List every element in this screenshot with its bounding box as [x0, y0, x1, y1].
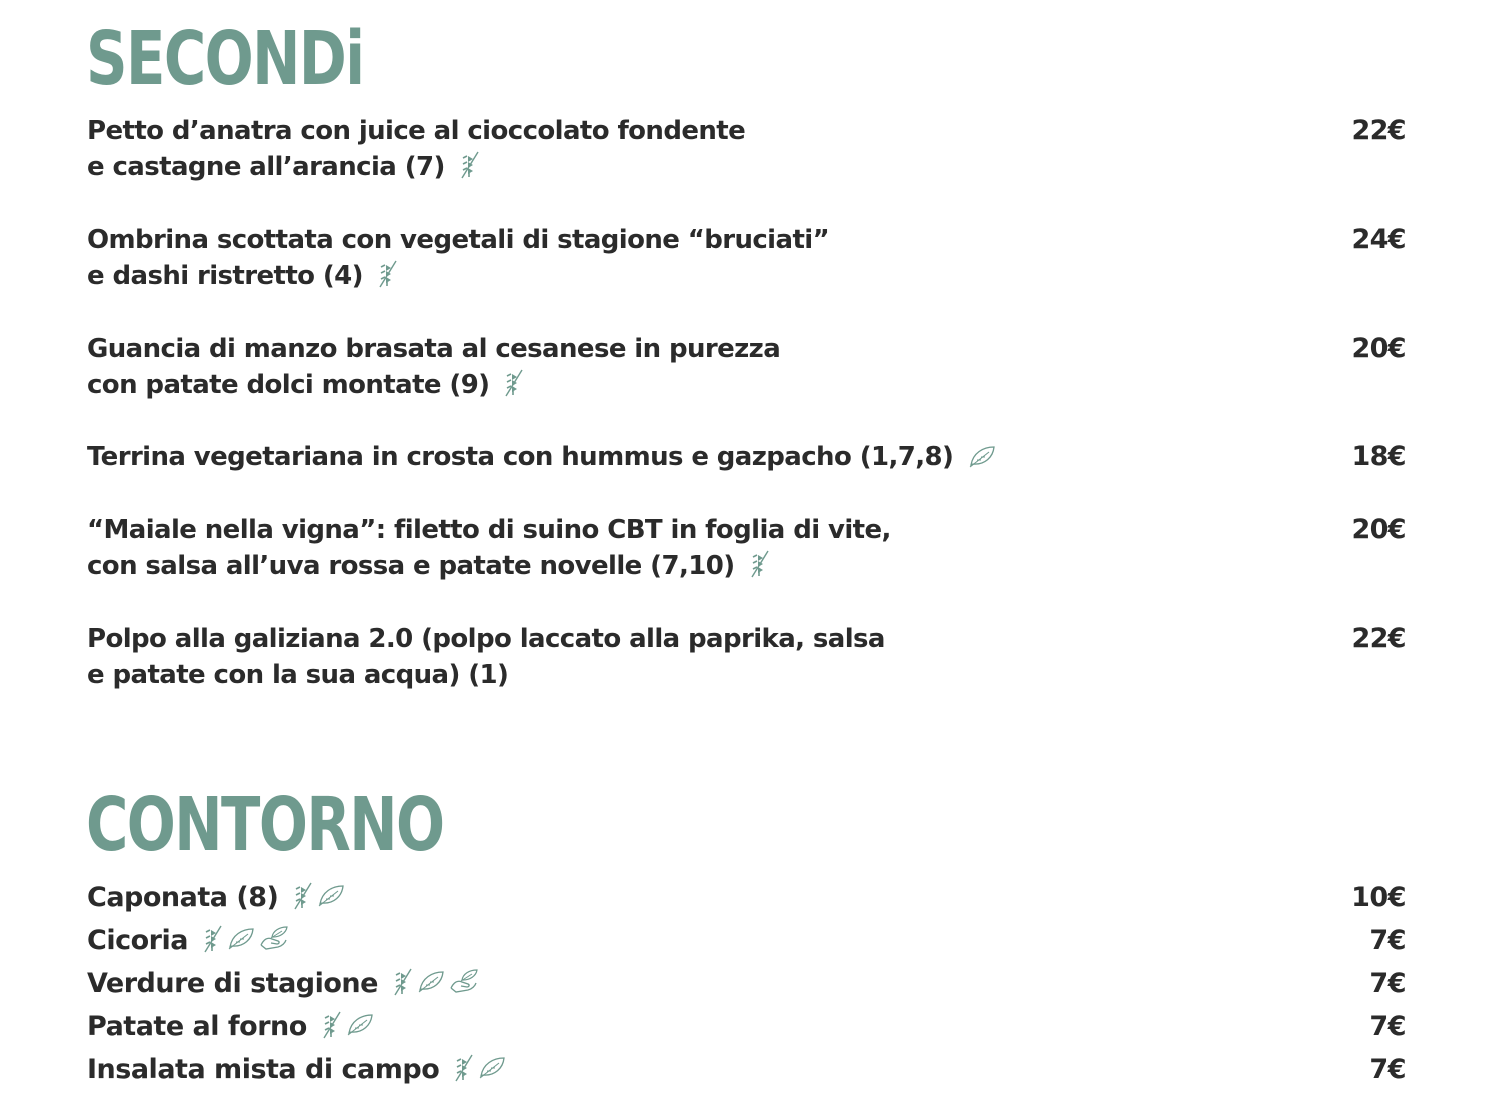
dish-name-line1: Terrina vegetariana in crosta con hummus e gazpacho (1,7,8) — [87, 439, 1406, 475]
gluten-free-icon — [503, 369, 525, 397]
menu-item — [87, 222, 1406, 294]
diet-icons — [459, 151, 481, 179]
allergen-codes: (4) — [322, 261, 363, 291]
menu-item — [87, 621, 1406, 693]
diet-icons — [392, 968, 480, 996]
diet-icons — [202, 925, 290, 953]
allergen-codes: (1) — [468, 660, 509, 690]
dish-price: 20€ — [1351, 333, 1406, 364]
gluten-free-icon — [202, 925, 224, 953]
dish-price: 22€ — [1351, 623, 1406, 654]
diet-icons — [967, 443, 997, 469]
vegetarian-leaf-icon — [967, 443, 997, 469]
side-dish-price: 7€ — [1369, 925, 1406, 956]
side-dish-price: 7€ — [1369, 968, 1406, 999]
gluten-free-icon — [392, 968, 414, 996]
vegetarian-leaf-icon — [477, 1054, 507, 1082]
menu-item — [87, 331, 1406, 403]
dish-price: 20€ — [1351, 514, 1406, 545]
menu-item — [87, 512, 1406, 584]
section-title-contorno: CONTORNO — [86, 782, 444, 868]
dish-name-line1: Petto d’anatra con juice al cioccolato fondente — [87, 116, 746, 146]
side-dish-name: Verdure di stagione — [87, 968, 378, 999]
dish-name-line2: e dashi ristretto (4) — [87, 258, 1406, 294]
allergen-codes: (7) — [404, 152, 445, 182]
gluten-free-icon — [749, 550, 771, 578]
diet-icons — [453, 1054, 507, 1082]
dish-name-line1: “Maiale nella vigna”: filetto di suino CBT in foglia di vite, — [87, 515, 891, 545]
dish-name-line2: con patate dolci montate (9) — [87, 367, 1406, 403]
section-title-secondi: SECONDi — [86, 16, 364, 102]
dish-name-line2: e castagne all’arancia (7) — [87, 149, 1406, 185]
vegetarian-leaf-icon — [226, 925, 256, 953]
vegetarian-leaf-icon — [416, 968, 446, 996]
allergen-codes: (8) — [236, 882, 279, 913]
side-dish-price: 7€ — [1369, 1054, 1406, 1085]
menu-item — [87, 439, 1406, 475]
menu-item — [87, 113, 1406, 185]
diet-icons — [292, 882, 346, 910]
gluten-free-icon — [459, 151, 481, 179]
side-dish-item — [87, 921, 1406, 961]
side-dish-item — [87, 1007, 1406, 1047]
vegetarian-leaf-icon — [345, 1011, 375, 1039]
dish-name-line2: con salsa all’uva rossa e patate novelle (7,10) — [87, 548, 1406, 584]
allergen-codes: (1,7,8) — [859, 442, 954, 472]
side-dish-price: 7€ — [1369, 1011, 1406, 1042]
side-dish-item — [87, 878, 1406, 918]
diet-icons — [377, 260, 399, 288]
dish-name-line1: Guancia di manzo brasata al cesanese in purezza — [87, 334, 781, 364]
dish-name-line1: Polpo alla galiziana 2.0 (polpo laccato alla paprika, salsa — [87, 624, 885, 654]
side-dish-name: Patate al forno — [87, 1011, 307, 1042]
dish-price: 24€ — [1351, 224, 1406, 255]
dish-price: 22€ — [1351, 115, 1406, 146]
gluten-free-icon — [453, 1054, 475, 1082]
diet-icons — [503, 369, 525, 397]
gluten-free-icon — [377, 260, 399, 288]
vegan-hand-leaf-icon — [448, 968, 480, 996]
allergen-codes: (7,10) — [650, 551, 735, 581]
side-dish-price: 10€ — [1351, 882, 1406, 913]
dish-price: 18€ — [1351, 441, 1406, 472]
diet-icons — [749, 550, 771, 578]
gluten-free-icon — [292, 882, 314, 910]
side-dish-item — [87, 964, 1406, 1004]
dish-name-line1: Ombrina scottata con vegetali di stagione “bruciati” — [87, 225, 830, 255]
vegan-hand-leaf-icon — [258, 925, 290, 953]
side-dish-name: Cicoria — [87, 925, 188, 956]
diet-icons — [321, 1011, 375, 1039]
dish-name-line2: e patate con la sua acqua) (1) — [87, 660, 509, 690]
side-dish-name: Insalata mista di campo — [87, 1054, 440, 1085]
vegetarian-leaf-icon — [316, 882, 346, 910]
allergen-codes: (9) — [449, 370, 490, 400]
side-dish-name: Caponata — [87, 882, 228, 913]
side-dish-item — [87, 1050, 1406, 1090]
gluten-free-icon — [321, 1011, 343, 1039]
